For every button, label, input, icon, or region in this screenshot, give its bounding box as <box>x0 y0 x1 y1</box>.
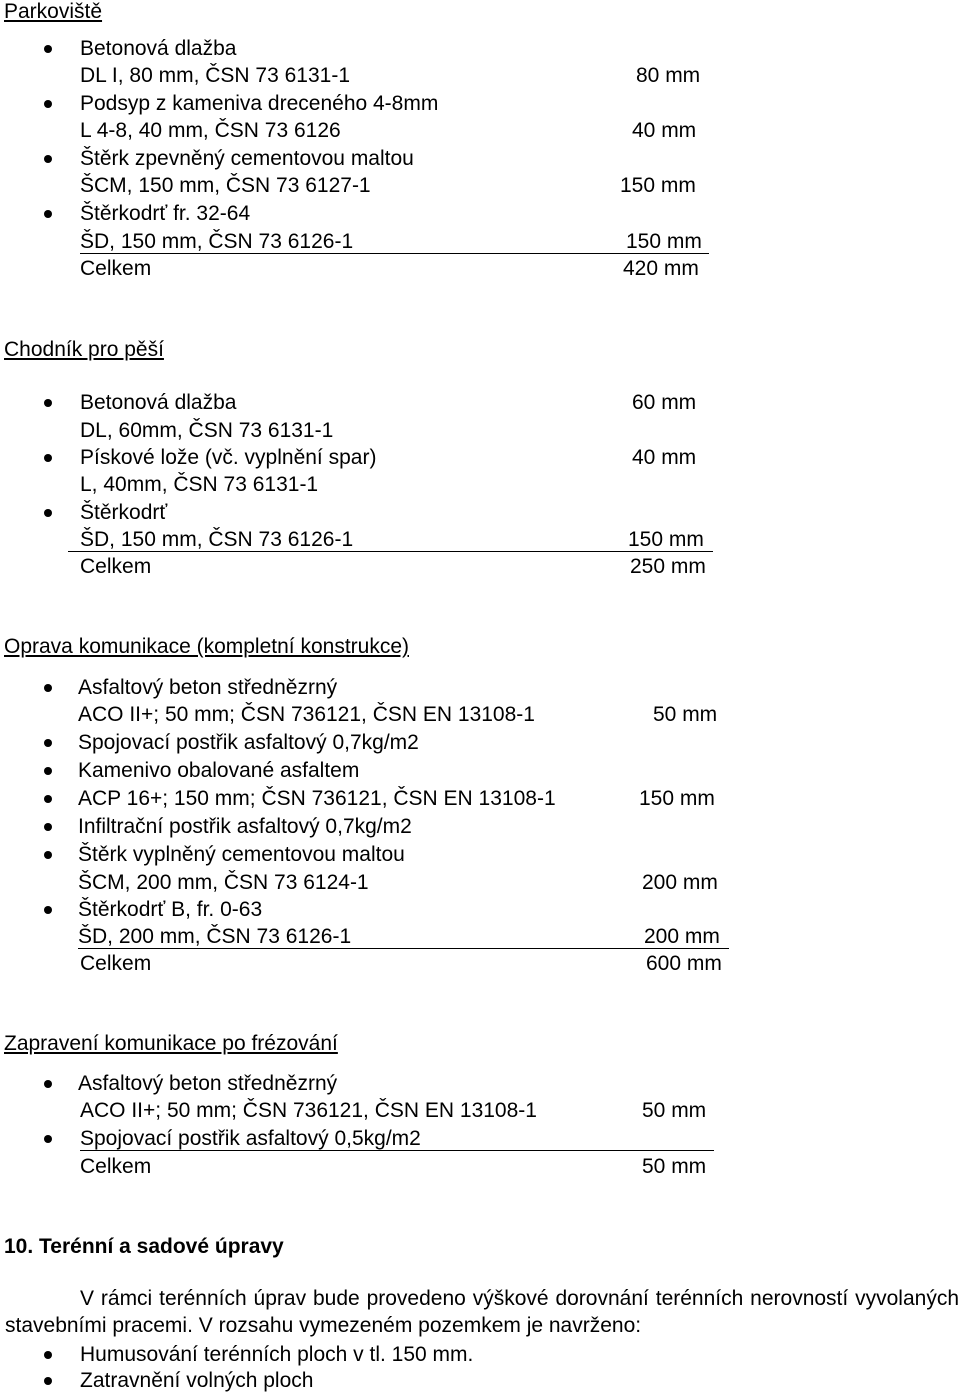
total-label: Celkem <box>80 555 152 578</box>
list-item-line: ACO II+; 50 mm; ČSN 736121, ČSN EN 13108-1 <box>78 703 535 726</box>
bullet-icon <box>44 155 52 163</box>
bullet-icon <box>44 509 52 517</box>
list-item-line: Infiltrační postřik asfaltový 0,7kg/m2 <box>78 815 412 838</box>
list-item-line: L 4-8, 40 mm, ČSN 73 6126 <box>80 119 341 142</box>
bullet-icon <box>44 1135 52 1143</box>
list-item-line: ŠD, 200 mm, ČSN 73 6126-1 <box>78 925 352 948</box>
list-item-line: Humusování terénních ploch v tl. 150 mm. <box>80 1343 474 1366</box>
list-item-line: ŠCM, 200 mm, ČSN 73 6124-1 <box>78 871 369 894</box>
list-item-line: Štěrk vyplněný cementovou maltou <box>78 843 405 866</box>
section-heading-oprava: Oprava komunikace (kompletní konstrukce) <box>4 635 409 658</box>
list-item-line: Betonová dlažba <box>80 37 237 60</box>
thickness-value: 150 mm <box>626 230 702 253</box>
thickness-value: 50 mm <box>653 703 718 726</box>
sum-rule <box>80 1150 714 1151</box>
bullet-icon <box>44 851 52 859</box>
list-item-line: Spojovací postřik asfaltový 0,5kg/m2 <box>80 1127 421 1150</box>
thickness-value: 80 mm <box>636 64 701 87</box>
section-paragraph <box>5 1285 959 1339</box>
bullet-icon <box>44 684 52 692</box>
bullet-icon <box>44 795 52 803</box>
list-item-line: Štěrk zpevněný cementovou maltou <box>80 147 414 170</box>
list-item-line: Zatravnění volných ploch <box>80 1369 314 1392</box>
bullet-icon <box>44 100 52 108</box>
bullet-icon <box>44 906 52 914</box>
total-value: 250 mm <box>630 555 706 578</box>
list-item-line: L, 40mm, ČSN 73 6131-1 <box>80 473 319 496</box>
list-item-line: Asfaltový beton střednězrný <box>78 1072 338 1095</box>
list-item-line: ŠD, 150 mm, ČSN 73 6126-1 <box>80 528 354 551</box>
bullet-icon <box>44 45 52 53</box>
list-item-line: ACO II+; 50 mm; ČSN 736121, ČSN EN 13108-1 <box>80 1099 537 1122</box>
list-item-line: Pískové lože (vč. vyplnění spar) <box>80 446 377 469</box>
total-label: Celkem <box>80 1155 152 1178</box>
list-item-line: Podsyp z kameniva dreceného 4-8mm <box>80 92 439 115</box>
section-heading-chodnik: Chodník pro pěší <box>4 338 164 361</box>
bullet-icon <box>44 1377 52 1385</box>
list-item-line: DL I, 80 mm, ČSN 73 6131-1 <box>80 64 351 87</box>
list-item-line: Štěrkodrť <box>80 501 168 524</box>
total-value: 50 mm <box>642 1155 707 1178</box>
bullet-icon <box>44 767 52 775</box>
list-item-line: Betonová dlažba <box>80 391 237 414</box>
sum-rule <box>80 253 709 254</box>
thickness-value: 40 mm <box>632 446 697 469</box>
thickness-value: 40 mm <box>632 119 697 142</box>
bullet-icon <box>44 739 52 747</box>
list-item-line: ACP 16+; 150 mm; ČSN 736121, ČSN EN 13108-1 <box>78 787 556 810</box>
total-label: Celkem <box>80 257 152 280</box>
list-item-line: DL, 60mm, ČSN 73 6131-1 <box>80 419 334 442</box>
list-item-line: ŠD, 150 mm, ČSN 73 6126-1 <box>80 230 354 253</box>
sum-rule <box>68 551 713 552</box>
list-item-line: Kamenivo obalované asfaltem <box>78 759 360 782</box>
bullet-icon <box>44 1351 52 1359</box>
bullet-icon <box>44 1080 52 1088</box>
section-heading-zapraveni: Zapravení komunikace po frézování <box>4 1032 338 1055</box>
bullet-icon <box>44 454 52 462</box>
list-item-line: ŠCM, 150 mm, ČSN 73 6127-1 <box>80 174 371 197</box>
paragraph-text: V rámci terénních úprav bude provedeno výškové dorovnání terénních nerovností vyvolaných stavebními pracemi. V rozsahu vymezeném pozemkem je navrženo: <box>5 1287 959 1337</box>
thickness-value: 50 mm <box>642 1099 707 1122</box>
thickness-value: 150 mm <box>639 787 715 810</box>
bullet-icon <box>44 210 52 218</box>
section-heading-10: 10. Terénní a sadové úpravy <box>4 1235 284 1258</box>
section-heading-parkoviste: Parkoviště <box>4 0 103 23</box>
total-label: Celkem <box>80 952 152 975</box>
sum-rule <box>78 948 729 949</box>
thickness-value: 60 mm <box>632 391 697 414</box>
list-item-line: Štěrkodrť fr. 32-64 <box>80 202 251 225</box>
list-item-line: Spojovací postřik asfaltový 0,7kg/m2 <box>78 731 419 754</box>
list-item-line: Asfaltový beton střednězrný <box>78 676 338 699</box>
bullet-icon <box>44 823 52 831</box>
total-value: 420 mm <box>623 257 699 280</box>
total-value: 600 mm <box>646 952 722 975</box>
thickness-value: 150 mm <box>620 174 696 197</box>
thickness-value: 200 mm <box>644 925 720 948</box>
bullet-icon <box>44 399 52 407</box>
thickness-value: 200 mm <box>642 871 718 894</box>
thickness-value: 150 mm <box>628 528 704 551</box>
list-item-line: Štěrkodrť B, fr. 0-63 <box>78 898 263 921</box>
